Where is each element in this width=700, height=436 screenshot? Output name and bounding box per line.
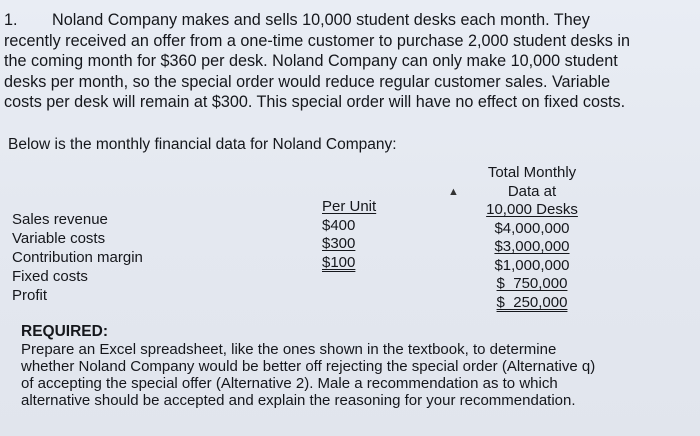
required-line-2: whether Noland Company would be better off rejecting the special order (Alternative q) xyxy=(21,358,596,375)
row-label-sales-revenue: Sales revenue xyxy=(12,211,108,228)
total-contribution: $1,000,000 xyxy=(494,256,570,274)
required-line-3: of accepting the special offer (Alternative 2). Male a recommendation as to which xyxy=(21,375,558,392)
total-fixed: $ 750,000 xyxy=(496,275,568,292)
problem-line-5: costs per desk will remain at $300. This special order will have no effect on fixed costs. xyxy=(4,93,626,111)
required-line-4: alternative should be accepted and explain the reasoning for your recommendation. xyxy=(21,392,576,409)
cursor-arrow-icon: ▲ xyxy=(448,186,459,198)
total-variable: $3,000,000 xyxy=(494,238,570,255)
row-label-profit: Profit xyxy=(12,287,48,304)
per-unit-sales: $400 xyxy=(322,216,356,234)
problem-statement xyxy=(4,10,696,113)
row-label-variable-costs: Variable costs xyxy=(12,230,106,247)
required-text xyxy=(21,341,681,409)
row-label-fixed-costs: Fixed costs xyxy=(12,268,88,285)
total-header-line-3: 10,000 Desks xyxy=(486,201,578,218)
row-label-contribution-margin: Contribution margin xyxy=(12,249,143,266)
intro-text: Below is the monthly financial data for Noland Company: xyxy=(8,136,397,153)
problem-line-4: desks per month, so the special order would reduce regular customer sales. Variable xyxy=(4,72,611,91)
per-unit-variable: $300 xyxy=(322,235,356,252)
row-labels xyxy=(12,210,143,305)
total-header-line-1: Total Monthly xyxy=(487,164,577,181)
problem-line-3: the coming month for $360 per desk. Noland Company can only make 10,000 student xyxy=(4,52,618,70)
total-column xyxy=(470,164,594,312)
problem-number: 1. xyxy=(4,11,18,29)
per-unit-column xyxy=(322,198,376,272)
total-header-line-2: Data at xyxy=(507,182,557,200)
required-line-1: Prepare an Excel spreadsheet, like the ones shown in the textbook, to determine xyxy=(21,341,557,358)
total-sales: $4,000,000 xyxy=(494,219,570,237)
problem-line-2: recently received an offer from a one-time customer to purchase 2,000 student desks in xyxy=(4,31,630,50)
problem-line-1: 1. Noland Company makes and sells 10,000 student desks each month. They xyxy=(4,11,590,29)
required-heading: REQUIRED: xyxy=(21,323,108,340)
total-profit: $ 250,000 xyxy=(496,293,568,311)
per-unit-header: Per Unit xyxy=(322,198,377,215)
per-unit-contribution: $100 xyxy=(322,253,356,271)
